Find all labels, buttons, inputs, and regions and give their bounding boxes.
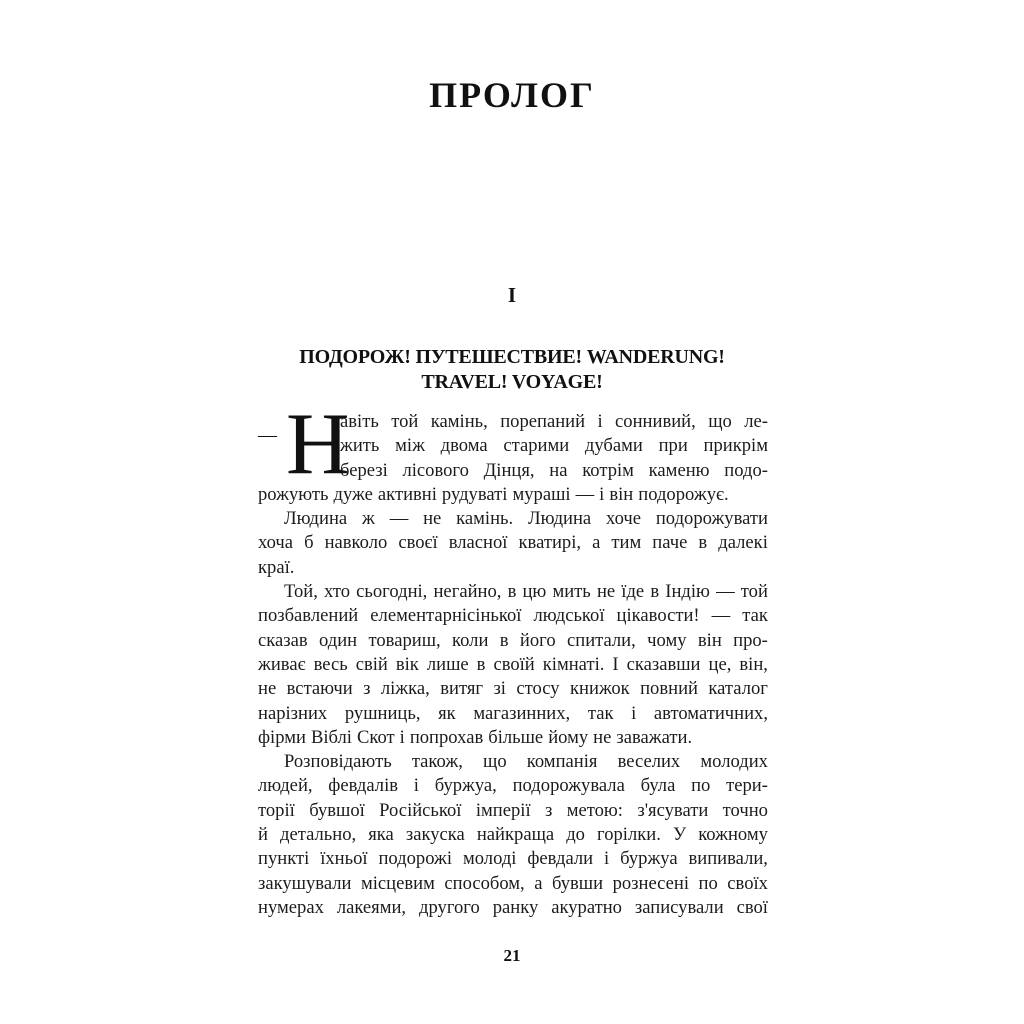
word: ж bbox=[362, 508, 375, 530]
drop-cap-letter: Н bbox=[286, 396, 350, 493]
word: двома bbox=[440, 435, 488, 457]
word: Скот bbox=[356, 726, 395, 748]
word: подорожує. bbox=[638, 483, 729, 505]
text-line bbox=[258, 580, 768, 604]
word: власної bbox=[448, 532, 508, 554]
word: зі bbox=[493, 678, 506, 700]
word: весь bbox=[313, 653, 348, 675]
word: жить bbox=[340, 435, 380, 457]
word: подорожі bbox=[378, 848, 453, 870]
word: він bbox=[609, 483, 634, 505]
word: каталог bbox=[708, 678, 768, 700]
word: способом, bbox=[444, 872, 525, 894]
word: це, bbox=[708, 653, 732, 675]
word: каменю bbox=[648, 459, 710, 481]
word: дубами bbox=[584, 435, 643, 457]
word: Індію bbox=[665, 581, 710, 603]
word: до bbox=[566, 824, 585, 846]
word: старими bbox=[503, 435, 570, 457]
word: по bbox=[691, 775, 711, 797]
word: товариш, bbox=[368, 629, 441, 651]
word: кожному bbox=[698, 824, 768, 846]
word: їде bbox=[621, 581, 645, 603]
word: і bbox=[413, 775, 419, 797]
word: бувши bbox=[551, 872, 604, 894]
word: активні bbox=[377, 483, 437, 505]
word: хоче bbox=[606, 508, 642, 530]
word: компанія bbox=[526, 751, 598, 773]
word: лише bbox=[426, 653, 469, 675]
word: коли bbox=[452, 629, 489, 651]
word: Людина bbox=[528, 508, 592, 530]
word: по bbox=[698, 872, 718, 894]
word: прикрім bbox=[703, 435, 768, 457]
word: що bbox=[708, 411, 732, 432]
word: Той, bbox=[284, 581, 318, 603]
word: і bbox=[599, 483, 605, 505]
word: своїй bbox=[493, 653, 535, 675]
text-line bbox=[258, 507, 768, 531]
word: Людина bbox=[284, 508, 348, 530]
word: сказавши bbox=[626, 653, 701, 675]
word: своєї bbox=[398, 532, 438, 554]
word: негайно, bbox=[433, 581, 502, 603]
word: їхньої bbox=[320, 848, 368, 870]
word: більше bbox=[488, 726, 544, 748]
word: витяг bbox=[440, 678, 484, 700]
word: рушниць, bbox=[344, 702, 421, 724]
word: елементарнісінької bbox=[370, 605, 522, 627]
page-number: 21 bbox=[503, 946, 521, 965]
word: його bbox=[519, 629, 556, 651]
text-line bbox=[258, 896, 768, 920]
word: йому bbox=[548, 726, 589, 748]
word: дуже bbox=[333, 483, 373, 505]
word: тим bbox=[611, 532, 642, 554]
word: попрохав bbox=[409, 726, 484, 748]
word: людей, bbox=[258, 775, 313, 797]
text-line bbox=[258, 750, 768, 774]
word: тери- bbox=[726, 775, 768, 797]
word: з'ясувати bbox=[637, 799, 709, 821]
word: У bbox=[672, 824, 687, 846]
word: авіть bbox=[340, 411, 379, 432]
word: так bbox=[587, 702, 614, 724]
text-line bbox=[258, 677, 768, 701]
word: нумерах bbox=[258, 896, 324, 918]
word: на bbox=[549, 459, 568, 481]
chapter-heading-line: ПОДОРОЖ! ПУТЕШЕСТВИЕ! WANDERUNG! bbox=[299, 346, 725, 368]
word: книжок bbox=[570, 678, 630, 700]
word: паче bbox=[652, 532, 688, 554]
word: І bbox=[612, 653, 619, 675]
word: не bbox=[258, 678, 277, 700]
word: буржуа bbox=[620, 848, 678, 870]
word: рудуваті bbox=[441, 483, 508, 505]
word: камінь. bbox=[456, 508, 514, 530]
word: — bbox=[716, 581, 735, 603]
word: сказав bbox=[258, 629, 308, 651]
word: а bbox=[534, 872, 543, 894]
word: фірми bbox=[258, 726, 306, 748]
text-line bbox=[258, 531, 768, 555]
word: кватирі, bbox=[518, 532, 582, 554]
word: метою: bbox=[566, 799, 623, 821]
word: спитали, bbox=[566, 629, 636, 651]
word: повний bbox=[640, 678, 698, 700]
word: Розповідають bbox=[284, 751, 392, 773]
word: буржуа, bbox=[434, 775, 497, 797]
word: і bbox=[399, 726, 405, 748]
word: веселих bbox=[617, 751, 681, 773]
word: березі bbox=[340, 459, 388, 481]
word: і bbox=[597, 411, 603, 432]
word: сьогодні, bbox=[356, 581, 428, 603]
word: ліжка, bbox=[380, 678, 430, 700]
word: не bbox=[423, 508, 442, 530]
word: живає bbox=[258, 653, 306, 675]
word: закуска bbox=[405, 824, 465, 846]
word: свій bbox=[355, 653, 388, 675]
word: другого bbox=[419, 896, 480, 918]
word: магазинних, bbox=[473, 702, 571, 724]
word: він, bbox=[739, 653, 768, 675]
word: подорожувати bbox=[655, 508, 768, 530]
word: акуратно bbox=[551, 896, 622, 918]
text-line bbox=[258, 774, 768, 798]
word: і bbox=[631, 702, 637, 724]
word: подо- bbox=[724, 459, 768, 481]
dialogue-dash: — bbox=[258, 425, 277, 446]
word: рознесені bbox=[612, 872, 690, 894]
text-line bbox=[258, 847, 768, 871]
word: цю bbox=[522, 581, 547, 603]
word: соннивий, bbox=[615, 411, 696, 432]
word: стосу bbox=[516, 678, 560, 700]
word: також, bbox=[411, 751, 463, 773]
word: вік bbox=[395, 653, 419, 675]
word: — bbox=[389, 508, 409, 530]
word: горілки. bbox=[597, 824, 661, 846]
text-line bbox=[258, 872, 768, 896]
section-number: I bbox=[507, 283, 517, 307]
text-line bbox=[258, 799, 768, 823]
word: з bbox=[544, 799, 553, 821]
word: про- bbox=[733, 629, 768, 651]
body-text bbox=[258, 396, 768, 920]
word: Російської bbox=[379, 799, 462, 821]
word: і bbox=[604, 848, 610, 870]
word: бувшої bbox=[309, 799, 365, 821]
word: в bbox=[698, 532, 708, 554]
word: хоча bbox=[258, 532, 294, 554]
word: що bbox=[483, 751, 507, 773]
word: а bbox=[592, 532, 601, 554]
word: молодих bbox=[700, 751, 768, 773]
word: Віблі bbox=[310, 726, 352, 748]
word: в bbox=[499, 629, 509, 651]
text-line bbox=[258, 653, 768, 677]
word: февдали bbox=[527, 848, 594, 870]
word: — bbox=[575, 483, 595, 505]
word: навколо bbox=[324, 532, 388, 554]
word: кімнаті. bbox=[542, 653, 605, 675]
word: цікавости! bbox=[616, 605, 700, 627]
word: найкраща bbox=[476, 824, 555, 846]
word: записували bbox=[634, 896, 724, 918]
word: камінь, bbox=[430, 411, 488, 432]
text-line bbox=[258, 604, 768, 628]
word: детально, bbox=[280, 824, 357, 846]
word: подорожувала bbox=[512, 775, 625, 797]
word: мить bbox=[552, 581, 591, 603]
word: не bbox=[596, 581, 616, 603]
text-line bbox=[258, 629, 768, 653]
chapter-heading-line: TRAVEL! VOYAGE! bbox=[421, 371, 603, 393]
word: б bbox=[304, 532, 314, 554]
word: не bbox=[593, 726, 612, 748]
word: один bbox=[319, 629, 358, 651]
word: порепаний bbox=[500, 411, 586, 432]
word: нарізних bbox=[258, 702, 328, 724]
word: ранку bbox=[492, 896, 539, 918]
word: лісового bbox=[402, 459, 469, 481]
word: мураші bbox=[512, 483, 571, 505]
word: той bbox=[391, 411, 419, 432]
word: чому bbox=[647, 629, 687, 651]
word: ле- bbox=[744, 411, 768, 432]
word: була bbox=[640, 775, 676, 797]
word: свої bbox=[736, 896, 768, 918]
word: закушували bbox=[258, 872, 352, 894]
word: автоматичних, bbox=[653, 702, 768, 724]
word: як bbox=[438, 702, 456, 724]
word: встаючи bbox=[286, 678, 353, 700]
word: між bbox=[395, 435, 425, 457]
word: своїх bbox=[727, 872, 768, 894]
word: котрім bbox=[582, 459, 634, 481]
word: так bbox=[742, 605, 768, 627]
word: й bbox=[258, 824, 268, 846]
word: в bbox=[476, 653, 486, 675]
word: пункті bbox=[258, 848, 310, 870]
word: людської bbox=[533, 605, 605, 627]
text-line bbox=[258, 556, 768, 580]
word: точно bbox=[722, 799, 768, 821]
text-line bbox=[258, 823, 768, 847]
word: він bbox=[697, 629, 722, 651]
word: рожують bbox=[258, 483, 329, 505]
word: в bbox=[507, 581, 517, 603]
word: хто bbox=[324, 581, 351, 603]
chapter-heading bbox=[0, 345, 1024, 395]
word: февдалів bbox=[328, 775, 399, 797]
word: — bbox=[711, 605, 731, 627]
word: той bbox=[740, 581, 768, 603]
word: при bbox=[658, 435, 688, 457]
word: в bbox=[650, 581, 660, 603]
word: місцевим bbox=[360, 872, 435, 894]
word: Дінця, bbox=[483, 459, 535, 481]
page-title: ПРОЛОГ bbox=[429, 75, 595, 115]
word: імперії bbox=[475, 799, 531, 821]
word: торії bbox=[258, 799, 295, 821]
text-line bbox=[258, 726, 768, 750]
word: позбавлений bbox=[258, 605, 359, 627]
word: далекі bbox=[718, 532, 768, 554]
word: краї. bbox=[258, 556, 295, 578]
word: випивали, bbox=[688, 848, 768, 870]
word: лакеями, bbox=[336, 896, 407, 918]
word: яка bbox=[368, 824, 394, 846]
text-line bbox=[258, 702, 768, 726]
word: молоді bbox=[462, 848, 517, 870]
word: заважати. bbox=[616, 726, 693, 748]
word: з bbox=[363, 678, 371, 700]
